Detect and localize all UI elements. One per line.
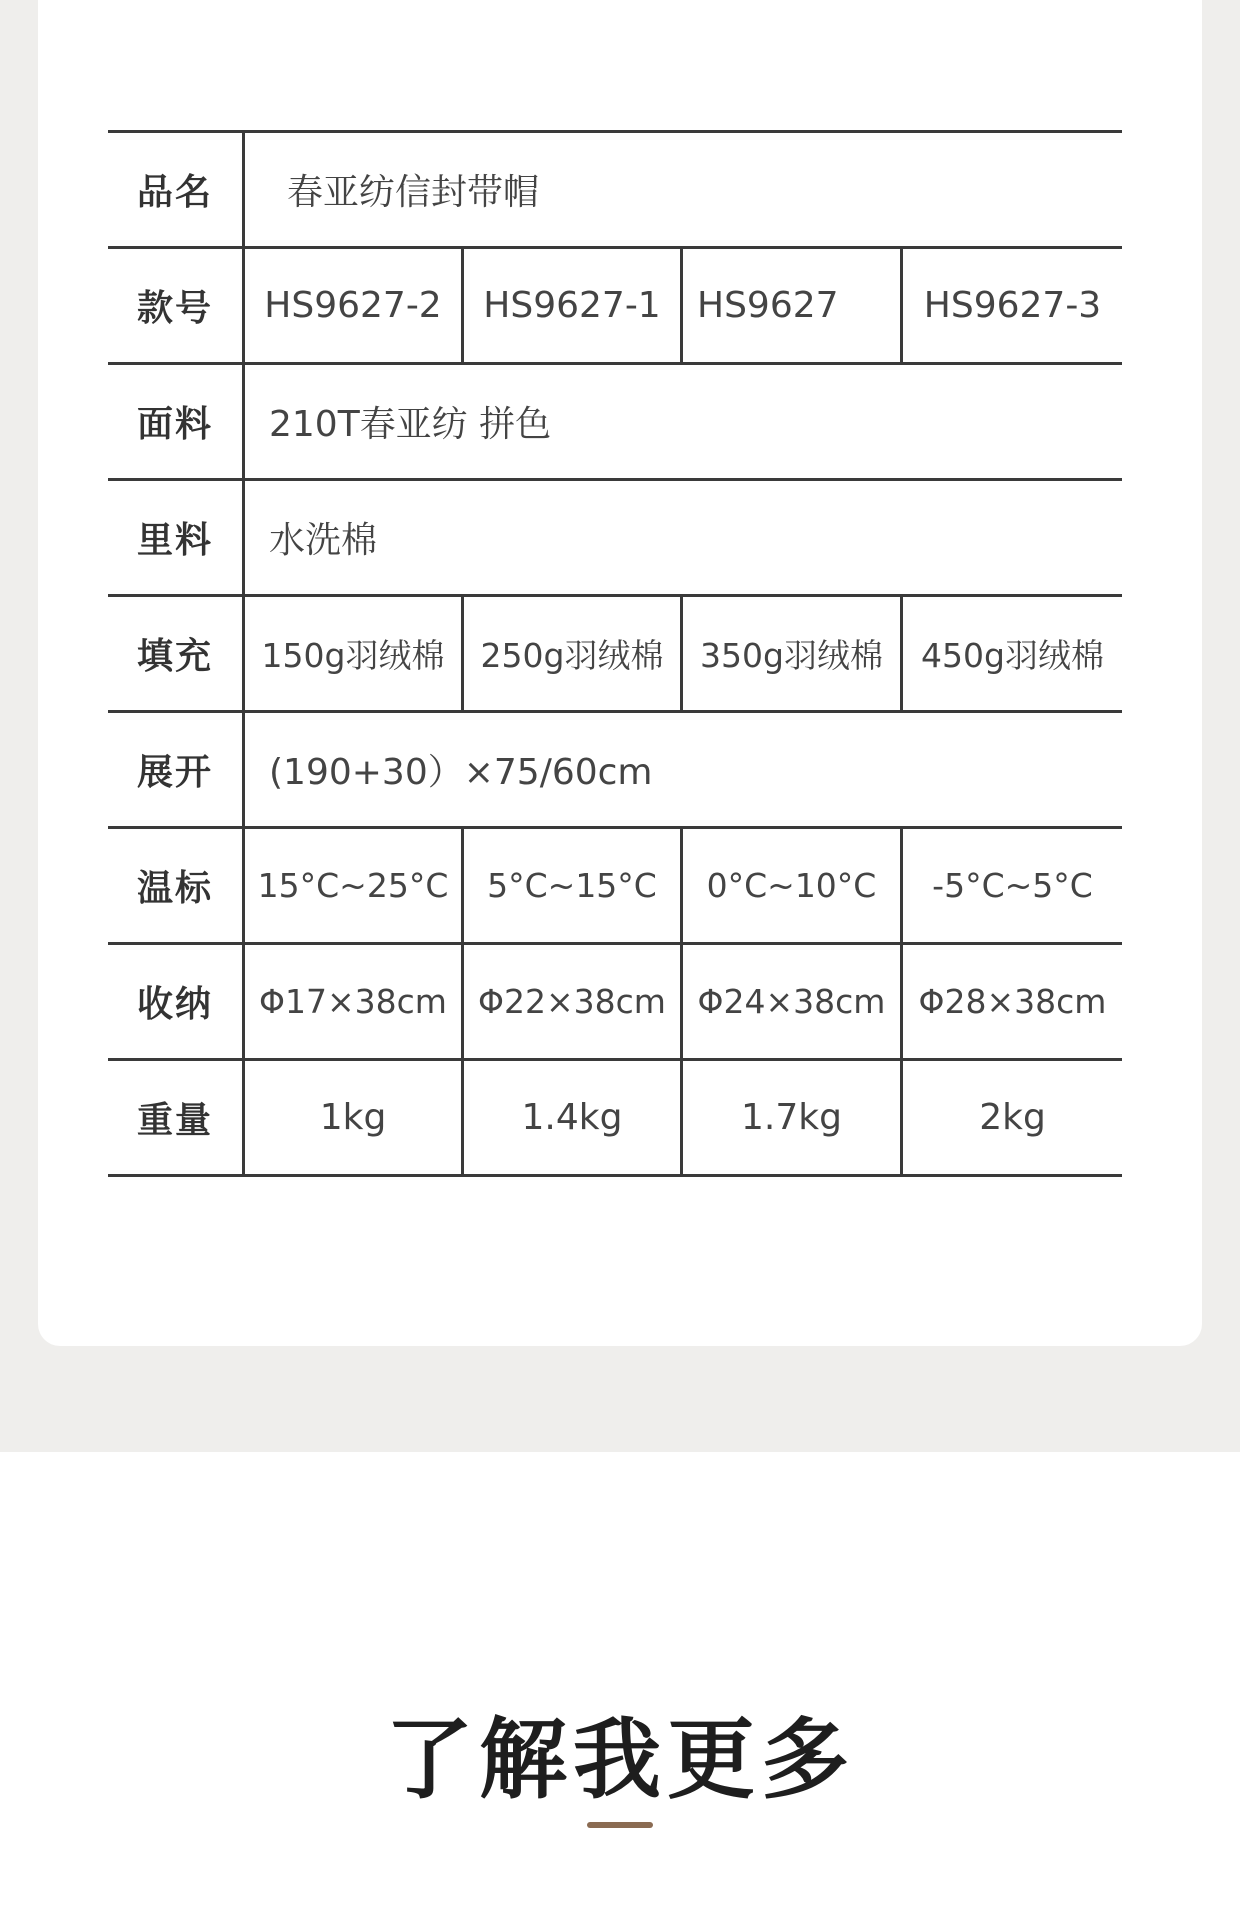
table-row-fabric: [108, 365, 1122, 481]
table-row-model: [108, 249, 1122, 365]
title-underline: [587, 1822, 653, 1828]
table-row-lining: [108, 481, 1122, 597]
temperature-cell: 5°C~15°C: [464, 829, 683, 942]
lining-value: 水洗棉: [269, 520, 378, 561]
temperature-cell: 15°C~25°C: [245, 829, 464, 942]
section-title: 了解我更多: [384, 1708, 855, 1811]
filling-cell: 150g羽绒棉: [245, 597, 464, 710]
table-row-weight: [108, 1061, 1122, 1177]
filling-cell: 450g羽绒棉: [921, 636, 1104, 675]
table-row-temperature: [108, 829, 1122, 945]
weight-cell: 1.4kg: [464, 1061, 683, 1174]
packed-size-cell: Φ17×38cm: [245, 945, 464, 1058]
unfolded-size-value: (190+30）×75/60cm: [269, 752, 653, 793]
row-label: 品名: [108, 133, 245, 246]
row-label: 温标: [108, 829, 245, 942]
row-label: 面料: [108, 365, 245, 478]
weight-cell: 2kg: [979, 1097, 1046, 1138]
row-label: 填充: [108, 597, 245, 710]
filling-cell: 350g羽绒棉: [683, 597, 903, 710]
table-row-packed-size: [108, 945, 1122, 1061]
fabric-value: 210T春亚纺 拼色: [269, 404, 552, 445]
product-name-value: 春亚纺信封带帽: [287, 172, 540, 213]
model-cell: HS9627-1: [464, 249, 683, 362]
table-row-filling: [108, 597, 1122, 713]
row-label: 里料: [108, 481, 245, 594]
temperature-cell: 0°C~10°C: [683, 829, 903, 942]
model-cell: HS9627-2: [245, 249, 464, 362]
table-row-product-name: [108, 133, 1122, 249]
model-cell: HS9627-3: [923, 285, 1102, 326]
row-label: 重量: [108, 1061, 245, 1174]
weight-cell: 1.7kg: [683, 1061, 903, 1174]
table-row-unfolded-size: [108, 713, 1122, 829]
packed-size-cell: Φ22×38cm: [464, 945, 683, 1058]
temperature-cell: -5°C~5°C: [932, 866, 1093, 905]
row-label: 展开: [108, 713, 245, 826]
packed-size-cell: Φ24×38cm: [683, 945, 903, 1058]
filling-cell: 250g羽绒棉: [464, 597, 683, 710]
model-cell: HS9627: [683, 249, 903, 362]
row-label: 款号: [108, 249, 245, 362]
packed-size-cell: Φ28×38cm: [918, 982, 1107, 1021]
row-label: 收纳: [108, 945, 245, 1058]
weight-cell: 1kg: [245, 1061, 464, 1174]
spec-table: [108, 130, 1122, 1177]
